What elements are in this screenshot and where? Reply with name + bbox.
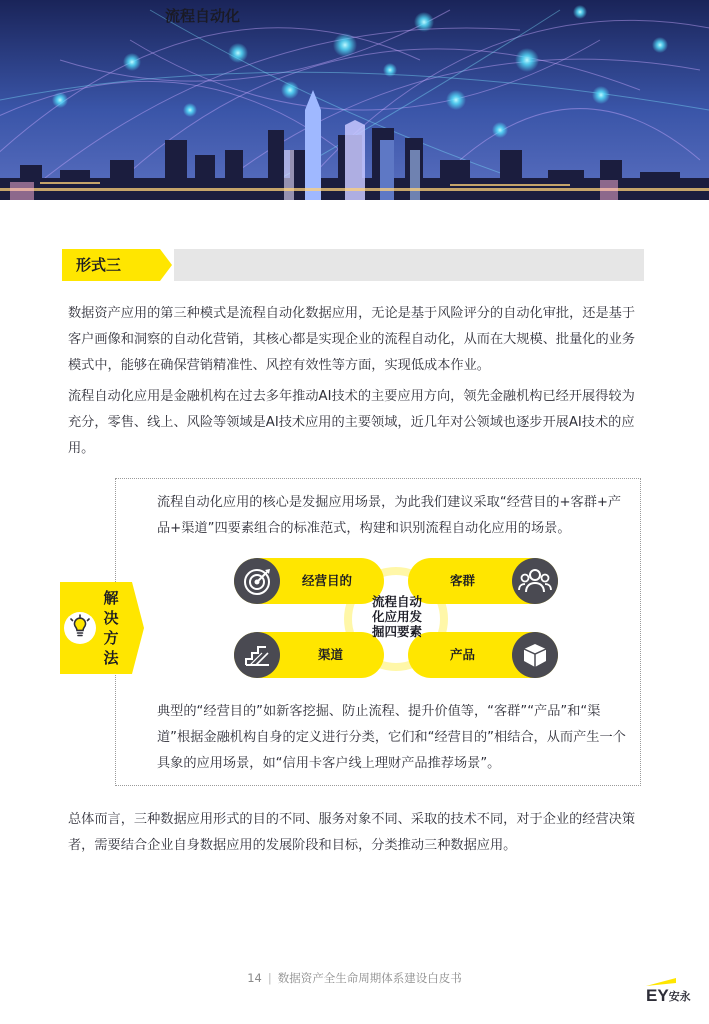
- four-elements-diagram: [228, 552, 564, 682]
- pill-customer-label: 客群: [450, 573, 476, 588]
- section-title-bar: [174, 249, 644, 281]
- page-footer: [0, 970, 709, 986]
- section-header: [62, 249, 644, 281]
- body-paragraph-1: 数据资产应用的第三种模式是流程自动化数据应用，无论是基于风险评分的自动化审批，还是基于客户画像和洞察的自动化营销，其核心都是实现企业的流程自动化，从而在大规模、批量化的业务模式中，能够在确保营销精准性、风控有效性等方面，实现低成本作业。: [68, 306, 636, 373]
- body-paragraph-2: 流程自动化应用是金融机构在过去多年推动AI技术的主要应用方向，领先金融机构已经开展得较为充分，零售、线上、风险等领域是AI技术应用的主要领域，近几年对公领域也逐步开展AI技术的应用。: [68, 389, 635, 456]
- section-tag-arrow: [160, 249, 172, 281]
- box-icon: [512, 632, 558, 678]
- stairs-chart-icon: [234, 632, 280, 678]
- body-paragraph-3: 总体而言，三种数据应用形式的目的不同、服务对象不同、采取的技术不同，对于企业的经营决策者，需要结合企业自身数据应用的发展阶段和目标，分类推动三种数据应用。: [68, 812, 636, 853]
- solution-label: 解决方法: [103, 589, 119, 667]
- people-group-icon: [512, 558, 558, 604]
- section-tag: 形式三: [62, 249, 160, 281]
- page-number: 14: [247, 971, 262, 985]
- city-network-illustration: [0, 0, 709, 200]
- target-icon: [234, 558, 280, 604]
- pill-purpose-label: 经营目的: [302, 573, 353, 588]
- footer-separator: |: [267, 971, 272, 985]
- section-title: 流程自动化: [165, 7, 241, 25]
- solution-intro-text: 流程自动化应用的核心是发掘应用场景，为此我们建议采取“经营目的+客群+产品+渠道”四要素组合的标准范式，构建和识别流程自动化应用的场景。: [157, 495, 622, 536]
- ey-logo-cn: 安永: [668, 991, 691, 1003]
- hero-banner-image: [0, 0, 709, 200]
- pill-channel-label: 渠道: [318, 647, 344, 662]
- footer-title: 数据资产全生命周期体系建设白皮书: [277, 971, 462, 985]
- diagram-center-label: 流程自动化应用发掘四要素: [371, 594, 422, 639]
- ey-logo: [646, 986, 691, 1006]
- solution-outro-text: 典型的“经营目的”如新客挖掘、防止流程、提升价值等，“客群”“产品”和“渠道”根据金融机构自身的定义进行分类，它们和“经营目的”相结合，从而产生一个具象的应用场景，如“信用卡客户线上理财产品推荐场景”。: [157, 704, 626, 771]
- ey-logo-latin: EY: [646, 986, 669, 1005]
- pill-product-label: 产品: [450, 647, 476, 662]
